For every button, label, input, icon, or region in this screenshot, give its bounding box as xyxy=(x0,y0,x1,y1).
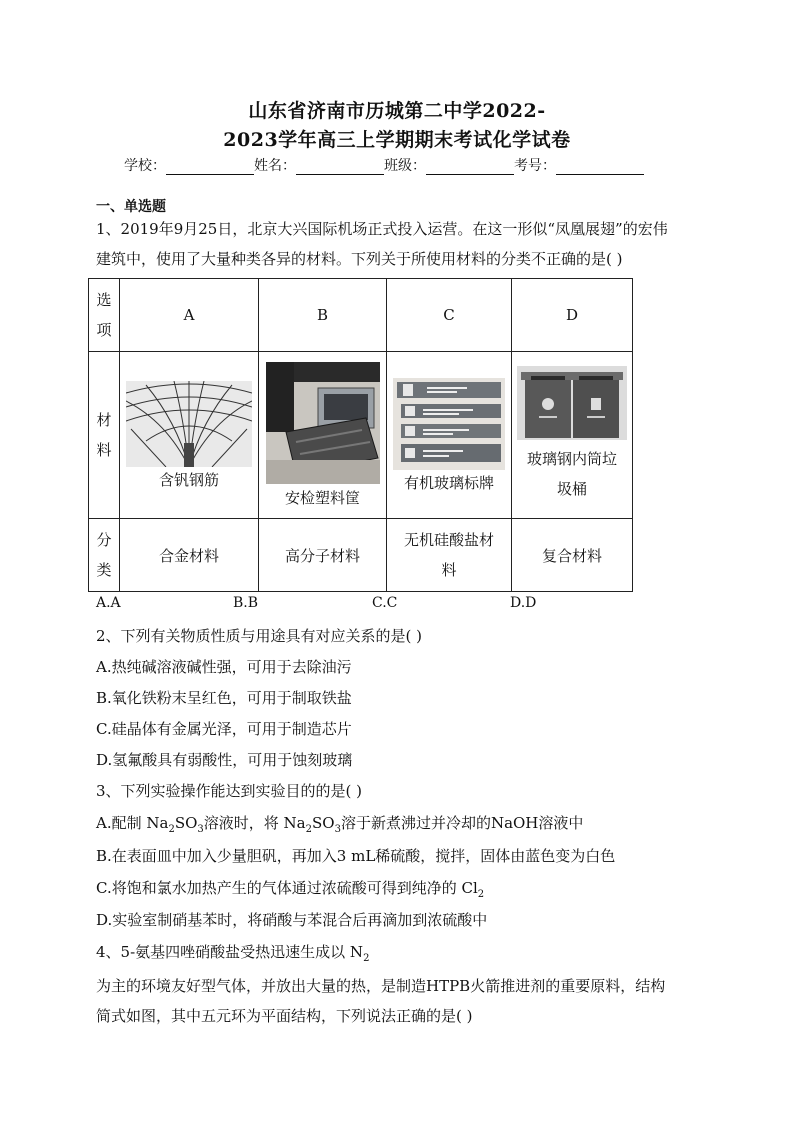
class-c-cell: 无机硅酸盐材 料 xyxy=(387,519,512,592)
material-b-cell xyxy=(259,352,387,519)
class-a-cell: 合金材料 xyxy=(120,519,259,592)
exam-number-blank[interactable] xyxy=(556,158,644,175)
material-c-label: 有机玻璃标牌 xyxy=(403,473,494,492)
school-label: 学校： xyxy=(124,158,166,174)
q2-stem: 2、下列有关物质性质与用途具有对应关系的是( ) xyxy=(96,627,423,645)
q2-option-b[interactable]: B.氧化铁粉末呈红色，可用于制取铁盐 xyxy=(96,689,352,707)
security-basket-photo xyxy=(266,362,380,484)
q1-options-table xyxy=(88,278,633,592)
column-d-header: D xyxy=(512,279,633,352)
q2-option-c[interactable]: C.硅晶体有金属光泽，可用于制造芯片 xyxy=(96,720,352,738)
exam-title-line2: 2023学年高三上学期期末考试化学试卷 xyxy=(223,129,571,151)
q3-option-d[interactable]: D.实验室制硝基苯时，将硝酸与苯混合后再滴加到浓硫酸中 xyxy=(96,911,488,929)
q4-stem-line3: 简式如图，其中五元环为平面结构，下列说法正确的是( ) xyxy=(96,1007,473,1025)
name-label: 姓名： xyxy=(254,158,296,174)
q3-option-a[interactable]: A.配制 $Na_2SO_3$溶液时，将 $Na_2SO_3$溶于新煮沸过并冷却的NaOH溶液中 xyxy=(96,814,584,835)
q2-option-a[interactable]: A.热纯碱溶液碱性强，可用于去除油污 xyxy=(96,658,352,676)
q1-choice-c[interactable]: C.C xyxy=(372,595,398,611)
section-heading: 一、单选题 xyxy=(96,199,166,215)
material-c-cell xyxy=(387,352,512,519)
class-b-cell: 高分子材料 xyxy=(259,519,387,592)
q1-stem-line2: 建筑中，使用了大量种类各异的材料。下列关于所使用材料的分类不正确的是( ) xyxy=(96,250,623,268)
q2-option-d[interactable]: D.氢氟酸具有弱酸性，可用于蚀刻玻璃 xyxy=(96,751,353,769)
signboard-photo xyxy=(393,378,505,470)
exam-number-label: 考号： xyxy=(514,158,556,174)
column-b-header: B xyxy=(259,279,387,352)
material-d-cell xyxy=(512,352,633,519)
q3-stem: 3、下列实验操作能达到实验目的的是( ) xyxy=(96,782,363,800)
material-a-cell xyxy=(120,352,259,519)
column-a-header: A xyxy=(120,279,259,352)
exam-title-line1: 山东省济南市历城第二中学2022- xyxy=(248,100,546,122)
name-blank[interactable] xyxy=(296,158,384,175)
class-label: 班级： xyxy=(384,158,426,174)
q1-choice-d[interactable]: D.D xyxy=(510,595,537,611)
column-c-header: C xyxy=(387,279,512,352)
steel-dome-photo xyxy=(126,381,252,467)
q4-stem-line1: 4、5-氨基四唑硝酸盐受热迅速生成以 $N_2$ xyxy=(96,943,370,964)
row-label-option: 选 项 xyxy=(89,279,120,352)
material-a-label: 含钒钢筋 xyxy=(158,470,219,489)
q1-choice-a[interactable]: A.A xyxy=(96,595,121,611)
material-d-label: 玻璃钢内筒垃 圾桶 xyxy=(526,450,617,498)
trash-bin-photo xyxy=(517,366,627,440)
q3-option-b[interactable]: B.在表面皿中加入少量胆矾，再加入3 mL稀硫酸，搅拌，固体由蓝色变为白色 xyxy=(96,847,616,865)
material-b-label: 安检塑料筐 xyxy=(284,489,360,507)
class-d-cell: 复合材料 xyxy=(512,519,633,592)
student-info-row xyxy=(124,155,644,175)
school-blank[interactable] xyxy=(166,158,254,175)
class-blank[interactable] xyxy=(426,158,514,175)
row-label-material: 材 料 xyxy=(89,352,120,519)
q4-stem-line2: 为主的环境友好型气体，并放出大量的热，是制造HTPB火箭推进剂的重要原料，结构 xyxy=(96,977,666,995)
row-label-class: 分 类 xyxy=(89,519,120,592)
q1-choice-b[interactable]: B.B xyxy=(233,595,259,611)
q1-stem-line1: 1、2019年9月25日，北京大兴国际机场正式投入运营。在这一形似“凤凰展翅”的宏伟 xyxy=(96,220,668,238)
q3-option-c[interactable]: C.将饱和氯水加热产生的气体通过浓硫酸可得到纯净的 $Cl_2$ xyxy=(96,879,485,900)
